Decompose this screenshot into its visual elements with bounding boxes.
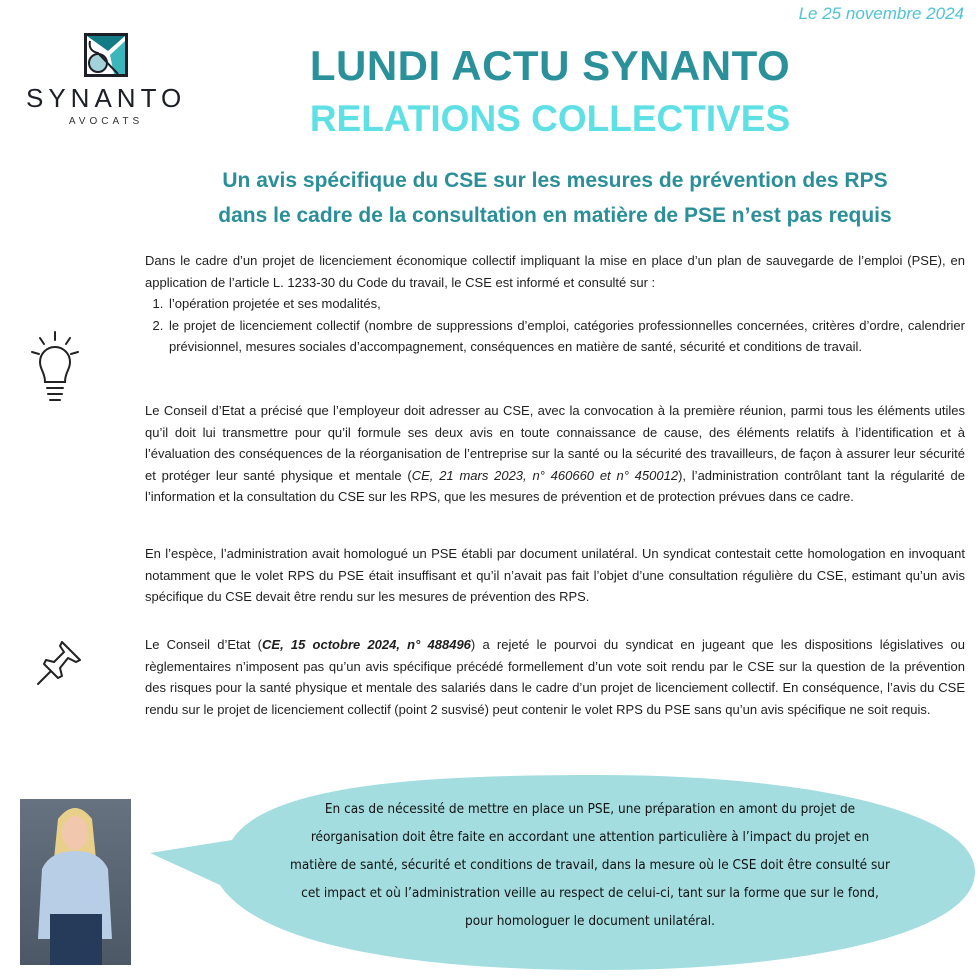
person-portrait <box>20 799 131 965</box>
pushpin-icon <box>34 638 84 688</box>
paragraph-2-text-a: Le Conseil d’Etat a précisé que l’employeur doit adresser au CSE, avec la convocation à la première réunion, parmi tous les éléments utiles qu’il doit lui transmettre pour qu’il formule ses deux avis en toute connaissance de cause, des éléments relatifs à l’identification et à l’évaluation des conséquences de la réorganisation de l’entreprise sur la santé ou la sécurité des travailleurs, de façon à assurer leur sécurité et protéger leur santé physique et mentale ( <box>145 403 965 483</box>
page-title: LUNDI ACTU SYNANTO <box>309 42 791 89</box>
logo-subtitle: AVOCATS <box>68 116 144 127</box>
date: Le 25 novembre 2024 <box>798 4 964 23</box>
paragraph-3 <box>145 543 965 608</box>
quote-text: En cas de nécessité de mettre en place un PSE, une préparation en amont du projet de réorganisation doit être faite en accordant une attention particulière à l’impact du projet en matière de santé, sécurité et conditions de travail, dans la mesure où le CSE doit être consulté sur cet impact et où l’administration veille au respect de celui-ci, tant sur la forme que sur le fond, pour homologuer le document unilatéral. <box>290 801 890 929</box>
paragraph-3-text: En l’espèce, l’administration avait homologué un PSE établi par document unilatéral. Un syndicat contestait cette homologation en invoquant notamment que le volet RPS du PSE était insuffisant et qu’il n’avait pas fait l’objet d’une consultation régulière du CSE, estimant qu’un avis spécifique du CSE devait être rendu sur les mesures de prévention des RPS. <box>145 546 965 604</box>
heading-line-1: Un avis spécifique du CSE sur les mesures de prévention des RPS <box>222 169 888 192</box>
logo <box>26 33 186 127</box>
paragraph-2 <box>145 400 965 508</box>
paragraph-1 <box>145 250 965 358</box>
paragraph-4 <box>145 634 965 720</box>
logo-mark-icon <box>84 33 128 77</box>
heading-line-2: dans le cadre de la consultation en matière de PSE n’est pas requis <box>218 204 892 227</box>
lightbulb-icon <box>30 330 80 415</box>
paragraph-2-text-b: ), l’administration contrôlant tant la régularité de l’information et la consultation du CSE sur les RPS, que les mesures de prévention et de protection prévues dans ce cadre. <box>145 467 965 504</box>
paragraph-4-text-b: ) a rejeté le pourvoi du syndicat en jugeant que les dispositions législatives ou règlementaires n’imposent pas qu’un avis spécifique précédé formellement d’un vote soit rendu par le CSE sur la question de la prévention des risques pour la santé physique et mentale des salariés dans le cadre d’un projet de licenciement collectif. En conséquence, l’avis du CSE rendu sur le projet de licenciement collectif (point 2 susvisé) peut contenir le volet RPS du PSE sans qu’un avis spécifique ne soit requis. <box>145 637 965 717</box>
paragraph-4-text-a: Le Conseil d’Etat ( <box>145 637 263 652</box>
citation: CE, 15 octobre 2024, n° 488496 <box>262 637 471 652</box>
article-heading <box>140 163 970 233</box>
author-photo <box>20 799 131 965</box>
logo-brand: SYNANTO <box>26 83 187 113</box>
page-subtitle: RELATIONS COLLECTIVES <box>309 98 791 139</box>
list-item: 1. l’opération projetée et ses modalités, <box>167 293 965 315</box>
consultation-list <box>145 293 965 358</box>
paragraph-1-intro: Dans le cadre d’un projet de licenciement économique collectif impliquant la mise en place d’un plan de sauvegarde de l’emploi (PSE), en application de l’article L. 1233-30 du Code du travail, le CSE est informé et consulté sur : <box>145 253 965 290</box>
citation: CE, 21 mars 2023, n° 460660 et n° 450012 <box>411 467 679 483</box>
list-item: 2. le projet de licenciement collectif (nombre de suppressions d’emploi, catégories professionnelles concernées, critères d’ordre, calendrier prévisionnel, mesures sociales d’accompagnement, conséquences en matière de santé, sécurité et conditions de travail. <box>167 315 965 358</box>
